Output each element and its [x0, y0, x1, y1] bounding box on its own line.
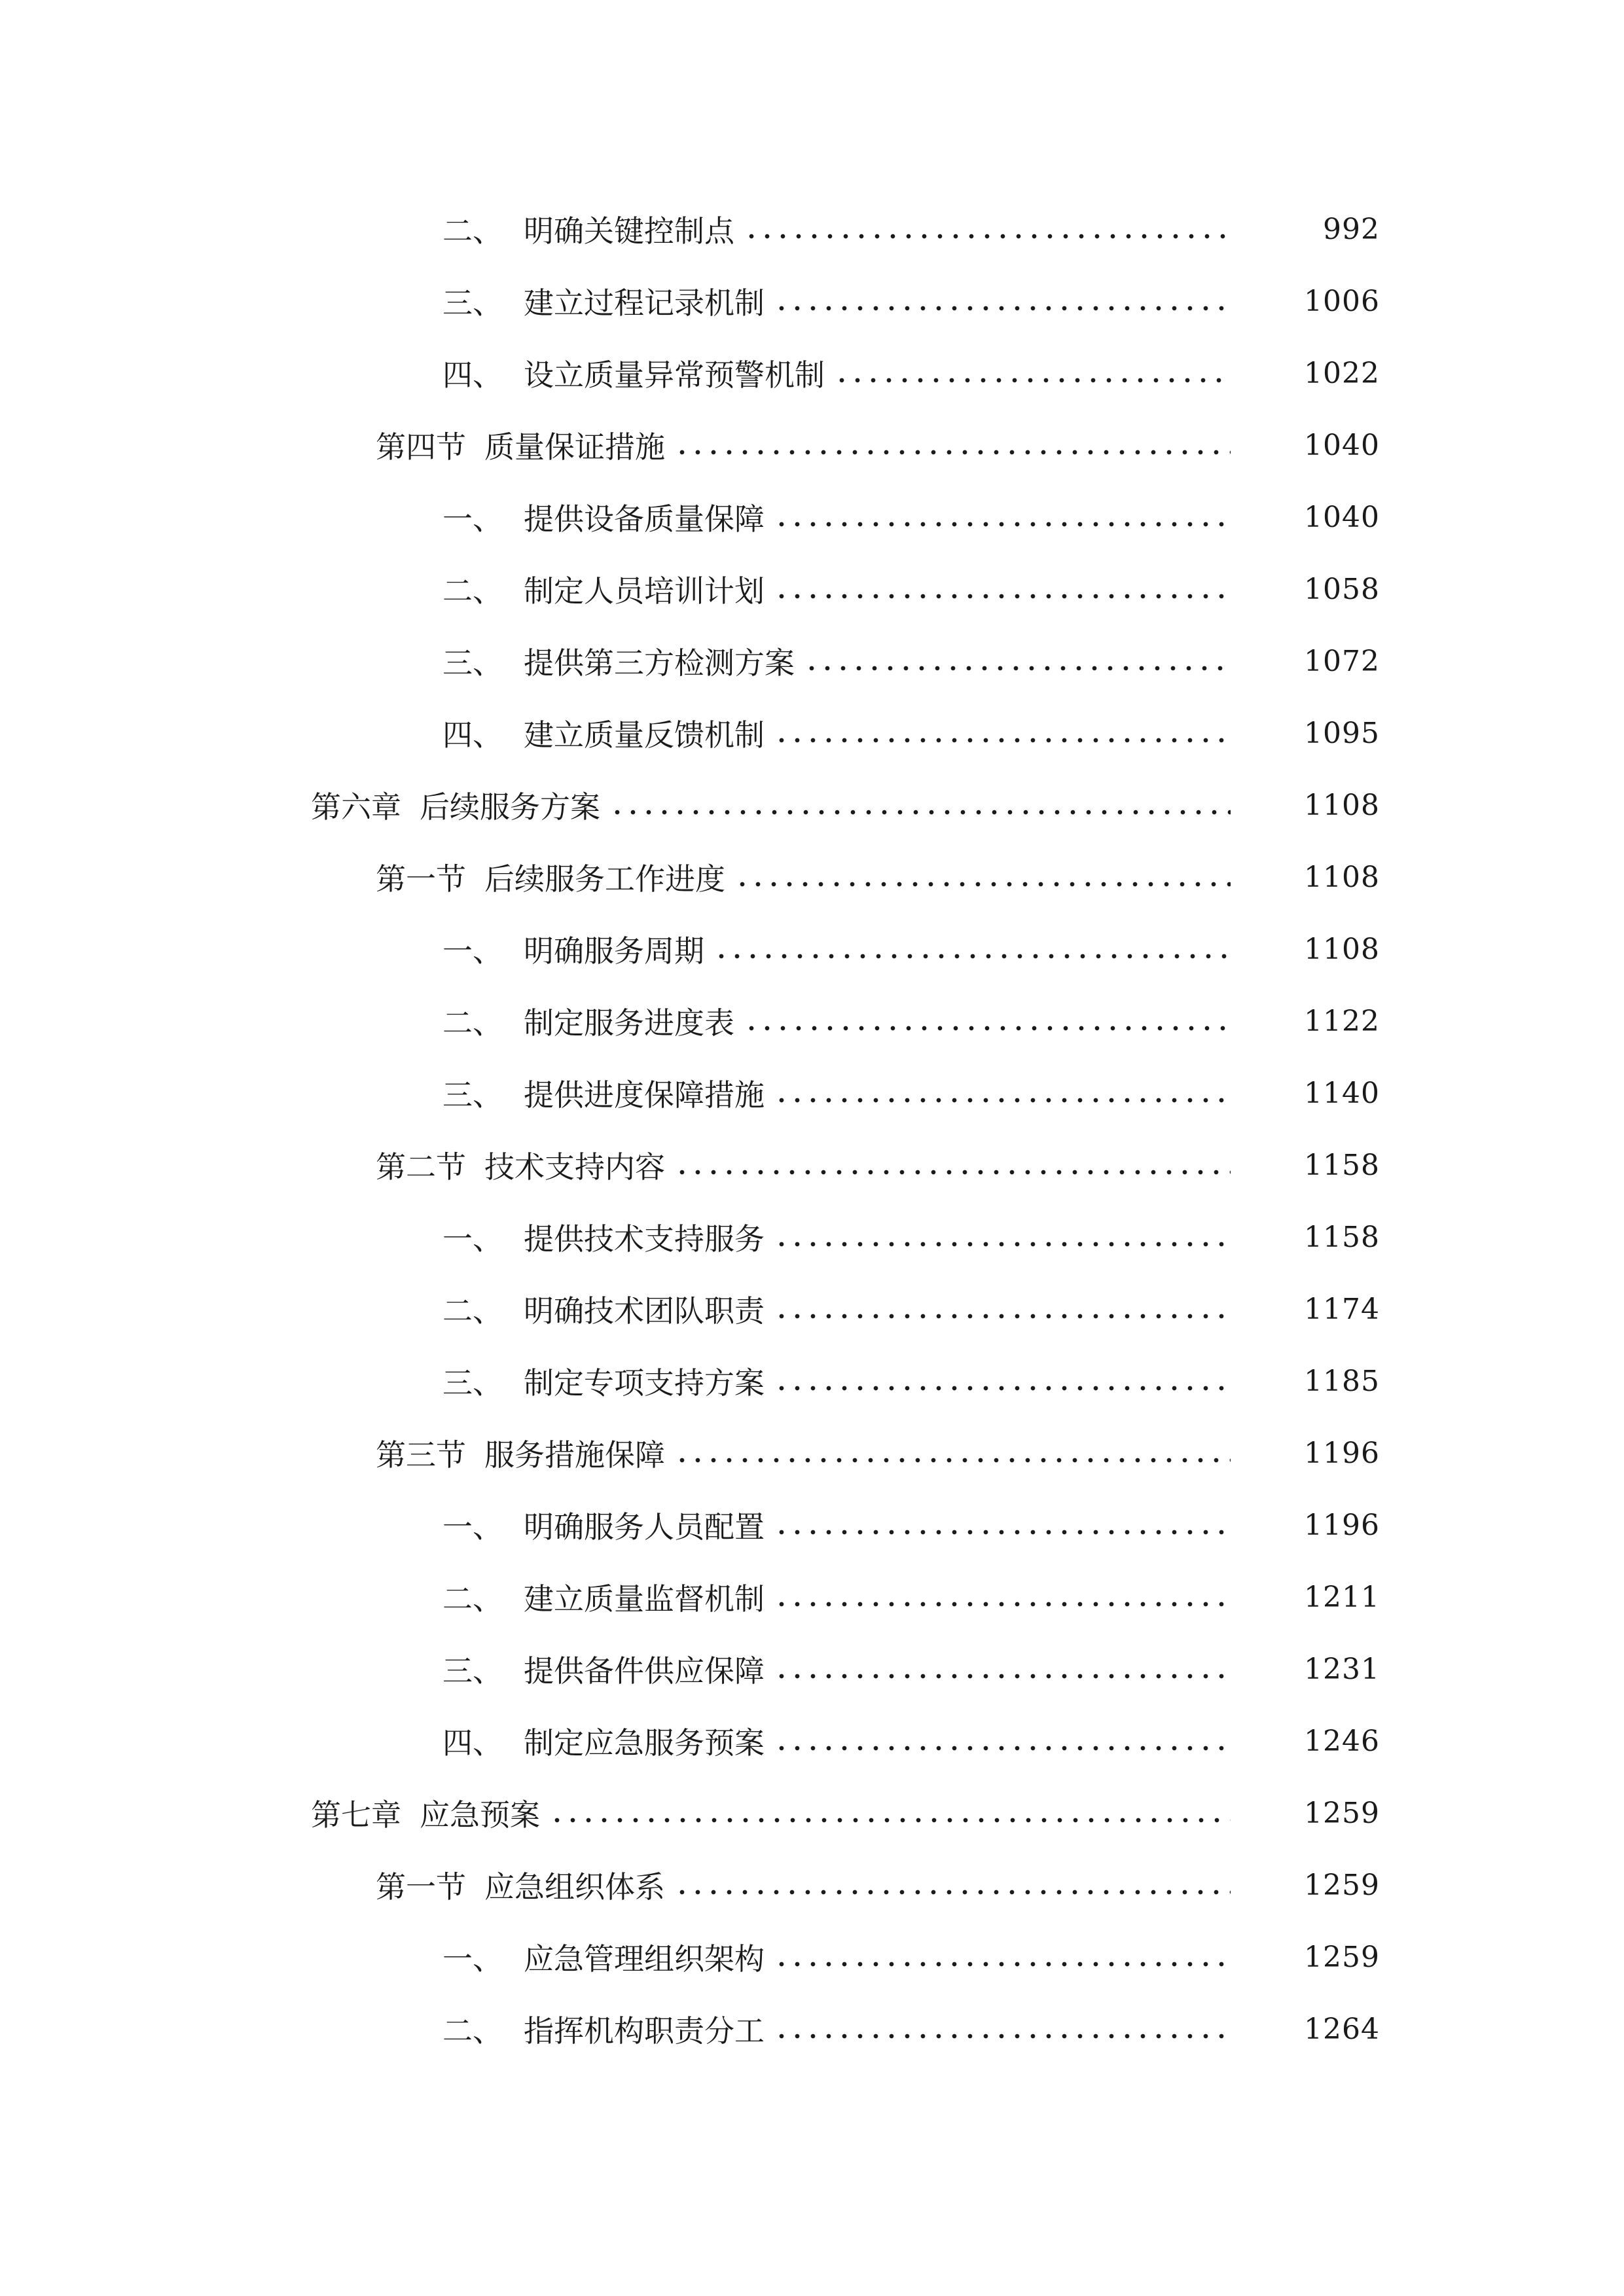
toc-page-number: 1196 [1304, 1508, 1380, 1542]
toc-page-number: 1006 [1304, 284, 1380, 318]
toc-entry-title: 明确服务人员配置 [524, 1509, 765, 1545]
toc-dot-leader [774, 304, 1231, 312]
toc-dot-leader [713, 952, 1231, 960]
toc-dot-leader [674, 1168, 1231, 1176]
toc-entry-number: 一、 [442, 1509, 503, 1545]
toc-dot-leader [834, 376, 1231, 384]
toc-item-entry[interactable] [0, 481, 1624, 553]
toc-section-entry[interactable] [0, 409, 1624, 481]
toc-entry-title: 提供第三方检测方案 [524, 645, 795, 681]
toc-item-entry[interactable] [0, 337, 1624, 409]
toc-entry-number: 二、 [442, 213, 503, 249]
toc-dot-leader [744, 1024, 1231, 1032]
toc-entry-number: 二、 [442, 1293, 503, 1329]
toc-item-entry[interactable] [0, 697, 1624, 769]
toc-entry-title: 应急管理组织架构 [524, 1941, 765, 1977]
toc-item-entry[interactable] [0, 1561, 1624, 1633]
toc-entry-number: 四、 [442, 1725, 503, 1761]
toc-item-entry[interactable] [0, 1705, 1624, 1777]
toc-page-number: 1122 [1304, 1004, 1380, 1038]
toc-entry-title: 明确关键控制点 [524, 213, 734, 249]
toc-dot-leader [774, 1672, 1231, 1680]
toc-entry-number: 三、 [442, 285, 503, 321]
toc-entry-number: 第一节 [376, 861, 466, 897]
toc-dot-leader [744, 232, 1231, 240]
toc-page-number: 1246 [1304, 1724, 1380, 1758]
toc-entry-title: 明确服务周期 [524, 933, 704, 969]
toc-entry-number: 三、 [442, 1653, 503, 1689]
toc-item-entry[interactable] [0, 625, 1624, 697]
toc-dot-leader [674, 448, 1231, 456]
toc-page-number: 1140 [1304, 1076, 1380, 1110]
toc-page-number: 1259 [1304, 1796, 1380, 1830]
toc-page-number: 1185 [1304, 1364, 1380, 1398]
toc-page-number: 1058 [1304, 572, 1380, 606]
toc-entry-number: 二、 [442, 1005, 503, 1041]
toc-dot-leader [774, 1528, 1231, 1536]
toc-page-number: 1231 [1304, 1652, 1380, 1686]
toc-dot-leader [774, 1600, 1231, 1608]
toc-entry-number: 二、 [442, 2013, 503, 2049]
toc-item-entry[interactable] [0, 913, 1624, 985]
toc-entry-number: 三、 [442, 1077, 503, 1113]
toc-dot-leader [774, 2032, 1231, 2040]
toc-page-number: 1108 [1304, 932, 1380, 966]
toc-item-entry[interactable] [0, 985, 1624, 1057]
toc-entry-title: 明确技术团队职责 [524, 1293, 765, 1329]
toc-page-number: 1108 [1304, 860, 1380, 894]
table-of-contents [0, 193, 1624, 2065]
toc-entry-title: 后续服务方案 [420, 789, 600, 825]
toc-page-number: 1259 [1304, 1940, 1380, 1974]
toc-entry-title: 提供技术支持服务 [524, 1221, 765, 1257]
toc-item-entry[interactable] [0, 1489, 1624, 1561]
toc-entry-title: 制定专项支持方案 [524, 1365, 765, 1401]
toc-entry-title: 后续服务工作进度 [484, 861, 725, 897]
toc-dot-leader [774, 1240, 1231, 1248]
toc-entry-title: 提供备件供应保障 [524, 1653, 765, 1689]
toc-entry-title: 建立质量监督机制 [524, 1581, 765, 1617]
toc-entry-number: 二、 [442, 1581, 503, 1617]
toc-dot-leader [774, 1744, 1231, 1752]
toc-page-number: 1196 [1304, 1436, 1380, 1470]
toc-entry-title: 提供设备质量保障 [524, 501, 765, 537]
toc-entry-number: 第六章 [311, 789, 401, 825]
toc-entry-number: 第七章 [311, 1797, 401, 1833]
toc-entry-number: 第三节 [376, 1437, 466, 1473]
toc-entry-number: 一、 [442, 501, 503, 537]
toc-page-number: 1040 [1304, 428, 1380, 462]
toc-entry-number: 一、 [442, 933, 503, 969]
toc-entry-title: 提供进度保障措施 [524, 1077, 765, 1113]
toc-entry-number: 二、 [442, 573, 503, 609]
toc-page-number: 1072 [1304, 644, 1380, 678]
toc-page-number: 1040 [1304, 500, 1380, 534]
toc-entry-title: 设立质量异常预警机制 [524, 357, 825, 393]
toc-dot-leader [674, 1456, 1231, 1464]
toc-entry-number: 一、 [442, 1221, 503, 1257]
toc-entry-title: 建立质量反馈机制 [524, 717, 765, 753]
toc-page-number: 1211 [1304, 1580, 1380, 1614]
toc-dot-leader [774, 592, 1231, 600]
toc-dot-leader [774, 520, 1231, 528]
toc-dot-leader [609, 808, 1231, 816]
toc-item-entry[interactable] [0, 1057, 1624, 1129]
toc-item-entry[interactable] [0, 1993, 1624, 2065]
toc-chapter-entry[interactable] [0, 769, 1624, 841]
toc-entry-number: 四、 [442, 717, 503, 753]
toc-entry-number: 第一节 [376, 1869, 466, 1905]
toc-dot-leader [774, 1096, 1231, 1104]
toc-item-entry[interactable] [0, 1273, 1624, 1345]
toc-entry-title: 应急预案 [420, 1797, 540, 1833]
toc-dot-leader [774, 1384, 1231, 1392]
toc-dot-leader [774, 1312, 1231, 1320]
toc-page-number: 1108 [1304, 788, 1380, 822]
toc-entry-number: 一、 [442, 1941, 503, 1977]
toc-item-entry[interactable] [0, 553, 1624, 625]
toc-item-entry[interactable] [0, 1345, 1624, 1417]
toc-page-number: 1022 [1304, 356, 1380, 390]
toc-entry-title: 服务措施保障 [484, 1437, 665, 1473]
toc-dot-leader [774, 736, 1231, 744]
toc-entry-number: 三、 [442, 1365, 503, 1401]
toc-entry-number: 三、 [442, 645, 503, 681]
toc-page-number: 1259 [1304, 1868, 1380, 1902]
toc-dot-leader [734, 880, 1231, 888]
toc-page-number: 1174 [1304, 1292, 1380, 1326]
toc-section-entry[interactable] [0, 841, 1624, 913]
toc-dot-leader [549, 1816, 1231, 1824]
toc-section-entry[interactable] [0, 1417, 1624, 1489]
toc-entry-title: 建立过程记录机制 [524, 285, 765, 321]
toc-entry-title: 制定人员培训计划 [524, 573, 765, 609]
toc-entry-number: 四、 [442, 357, 503, 393]
toc-entry-title: 质量保证措施 [484, 429, 665, 465]
toc-page-number: 992 [1323, 212, 1380, 246]
toc-entry-number: 第四节 [376, 429, 466, 465]
toc-page-number: 1158 [1304, 1148, 1380, 1182]
toc-section-entry[interactable] [0, 1129, 1624, 1201]
toc-page-number: 1158 [1304, 1220, 1380, 1254]
toc-entry-title: 制定服务进度表 [524, 1005, 734, 1041]
toc-item-entry[interactable] [0, 1921, 1624, 1993]
toc-entry-title: 技术支持内容 [484, 1149, 665, 1185]
toc-page-number: 1264 [1304, 2012, 1380, 2046]
toc-entry-title: 制定应急服务预案 [524, 1725, 765, 1761]
toc-entry-number: 第二节 [376, 1149, 466, 1185]
toc-chapter-entry[interactable] [0, 1777, 1624, 1849]
toc-dot-leader [804, 664, 1231, 672]
toc-entry-title: 应急组织体系 [484, 1869, 665, 1905]
toc-item-entry[interactable] [0, 265, 1624, 337]
toc-item-entry[interactable] [0, 1201, 1624, 1273]
toc-dot-leader [774, 1960, 1231, 1968]
toc-section-entry[interactable] [0, 1849, 1624, 1921]
toc-item-entry[interactable] [0, 193, 1624, 265]
toc-dot-leader [674, 1888, 1231, 1896]
toc-page-number: 1095 [1304, 716, 1380, 750]
toc-item-entry[interactable] [0, 1633, 1624, 1705]
toc-entry-title: 指挥机构职责分工 [524, 2013, 765, 2049]
